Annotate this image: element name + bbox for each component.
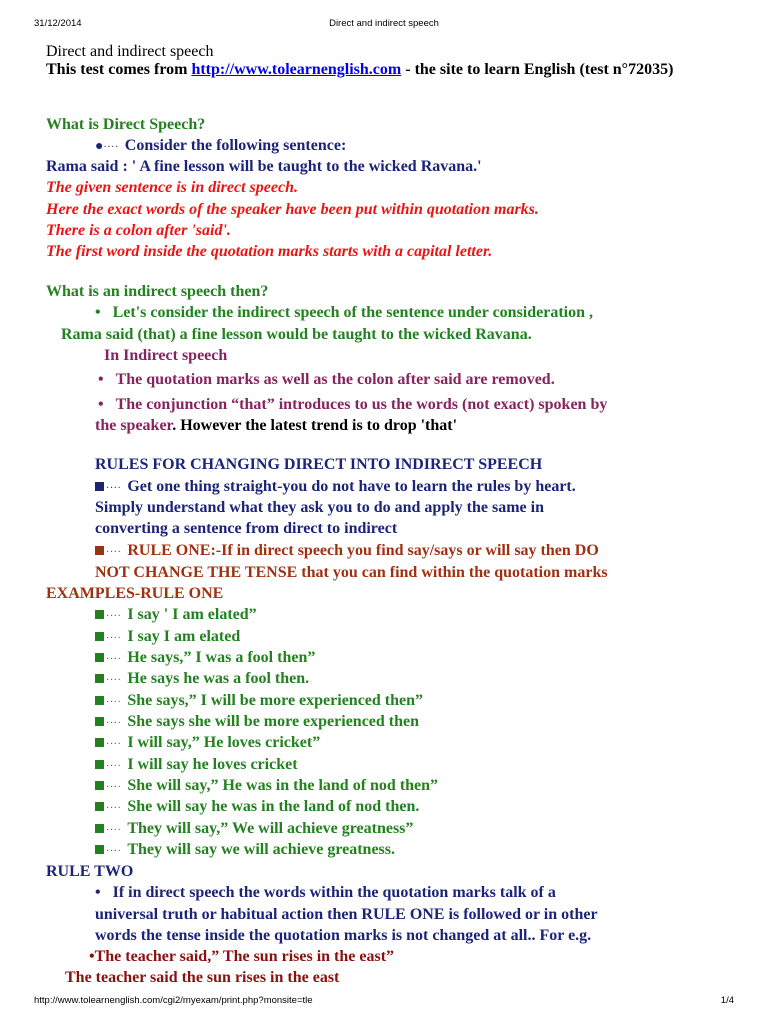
example-text: I say ' I am elated” [127,606,257,623]
bullet-dots: ···· [106,761,122,772]
bullet-dots: ···· [103,142,119,153]
bullet-icon: • [98,396,104,413]
square-bullet-icon [95,653,104,662]
indirect-point-1-text: The quotation marks as well as the colon after said are removed. [115,371,555,388]
example-item [95,755,298,777]
example-text: She will say,” He was in the land of nod then” [127,777,439,794]
example-item [95,776,438,798]
direct-note-4: The first word inside the quotation marks starts with a capital letter. [46,243,493,260]
bullet-icon: • [98,371,104,388]
rule-one-text: RULE ONE:-If in direct speech you find say/says or will say then DO [127,542,599,559]
square-bullet-icon [95,546,104,555]
bullet-icon: • [95,884,101,901]
indirect-point-2-cont [95,416,457,436]
example-text: They will say,” We will achieve greatness” [127,820,414,837]
square-bullet-icon [95,824,104,833]
bullet-dots: ···· [106,654,122,665]
rules-heading: RULES FOR CHANGING DIRECT INTO INDIRECT SPEECH [95,456,543,473]
direct-note-1: The given sentence is in direct speech. [46,179,298,196]
example-item [95,840,395,862]
rule-two-line-1-text: If in direct speech the words within the quotation marks talk of a [112,884,556,901]
indirect-heading: What is an indirect speech then? [46,283,269,300]
rules-intro-2: Simply understand what they ask you to do and apply the same in [95,499,544,516]
rules-intro-3: converting a sentence from direct to indirect [95,520,398,537]
example-item [95,819,413,841]
example-text: I say I am elated [127,628,241,645]
direct-example-prefix: Rama said : [46,158,132,175]
example-text: He says,” I was a fool then” [127,649,316,666]
example-text: He says he was a fool then. [127,670,310,687]
bullet-icon: • [89,948,95,965]
square-bullet-icon [95,696,104,705]
direct-consider [95,136,346,158]
rules-intro-1 [95,477,576,499]
indirect-point-2-text: The conjunction “that” introduces to us the words (not exact) spoken by [115,396,608,413]
example-text: She says,” I will be more experienced then” [127,692,424,709]
example-text: I will say he loves cricket [127,756,298,773]
bullet-dots: ···· [106,825,122,836]
rule-two-line-2: universal truth or habitual action then RULE ONE is followed or in other [95,906,598,923]
example-text: They will say we will achieve greatness. [127,841,396,858]
bullet-dots: ···· [106,633,122,644]
rules-intro-1-text: Get one thing straight-you do not have to learn the rules by heart. [127,478,576,495]
rule-one-line-2: NOT CHANGE THE TENSE that you can find within the quotation marks [95,564,608,581]
bullet-dots: ···· [106,846,122,857]
direct-example [46,157,482,177]
square-bullet-icon [95,738,104,747]
bullet-dots: ···· [106,739,122,750]
bullet-dots: ···· [106,782,122,793]
indirect-point-2-speaker: the speaker [95,417,173,434]
square-bullet-icon [95,674,104,683]
square-bullet-icon [95,845,104,854]
source-suffix: - the site to learn English (test n°72035) [401,61,674,78]
print-url: http://www.tolearnenglish.com/cgi2/myexam/print.php?monsite=tle [34,995,313,1006]
rule-two-example-direct [89,947,394,967]
rule-two-line-1 [95,883,556,903]
indirect-subheading: In Indirect speech [104,347,228,364]
page-number: 1/4 [720,995,734,1006]
examples-heading: EXAMPLES-RULE ONE [46,585,224,602]
example-text: She will say he was in the land of nod then. [127,798,420,815]
indirect-consider-text: Let's consider the indirect speech of the sentence under consideration , [112,304,594,321]
indirect-point-1 [98,370,555,390]
square-bullet-icon [95,717,104,726]
square-bullet-icon [95,802,104,811]
example-item [95,669,309,691]
direct-note-3: There is a colon after 'said'. [46,222,231,239]
direct-example-quote: ' A fine lesson will be taught to the wicked Ravana.' [131,158,482,175]
doc-source [46,60,673,80]
indirect-point-2-trend: . However the latest trend is to drop 'that' [172,417,458,434]
example-text: I will say,” He loves cricket” [127,734,321,751]
bullet-dots: ···· [106,697,122,708]
indirect-example: Rama said (that) a fine lesson would be taught to the wicked Ravana. [61,326,532,343]
example-item [95,712,419,734]
square-bullet-icon [95,482,104,491]
example-text: She says she will be more experienced then [127,713,420,730]
bullet-dots: ···· [106,483,122,494]
bullet-dot-icon: ● [95,139,104,154]
rule-two-example-direct-text: The teacher said,” The sun rises in the east” [94,948,395,965]
rule-two-example-indirect: The teacher said the sun rises in the east [65,969,340,986]
print-title: Direct and indirect speech [329,18,439,29]
square-bullet-icon [95,760,104,769]
example-item [95,605,257,627]
direct-note-2: Here the exact words of the speaker have been put within quotation marks. [46,201,539,218]
bullet-dots: ···· [106,718,122,729]
example-item [95,627,240,649]
bullet-icon: • [95,304,101,321]
direct-heading: What is Direct Speech? [46,116,206,133]
source-link[interactable]: http://www.tolearnenglish.com [191,61,402,78]
square-bullet-icon [95,632,104,641]
example-item [95,797,419,819]
example-item [95,733,320,755]
bullet-dots: ···· [106,675,122,686]
doc-title: Direct and indirect speech [46,43,214,60]
source-prefix: This test comes from [46,61,192,78]
bullet-dots: ···· [106,803,122,814]
square-bullet-icon [95,781,104,790]
square-bullet-icon [95,610,104,619]
bullet-dots: ···· [106,547,122,558]
example-item [95,648,315,670]
example-item [95,691,423,713]
rule-two-line-3: words the tense inside the quotation marks is not changed at all.. For e.g. [95,927,592,944]
rule-one-line-1 [95,541,599,563]
bullet-dots: ···· [106,611,122,622]
indirect-consider [95,303,593,323]
print-date: 31/12/2014 [34,18,82,29]
indirect-point-2 [98,395,607,415]
direct-consider-text: Consider the following sentence: [124,137,347,154]
rule-two-heading: RULE TWO [46,863,134,880]
